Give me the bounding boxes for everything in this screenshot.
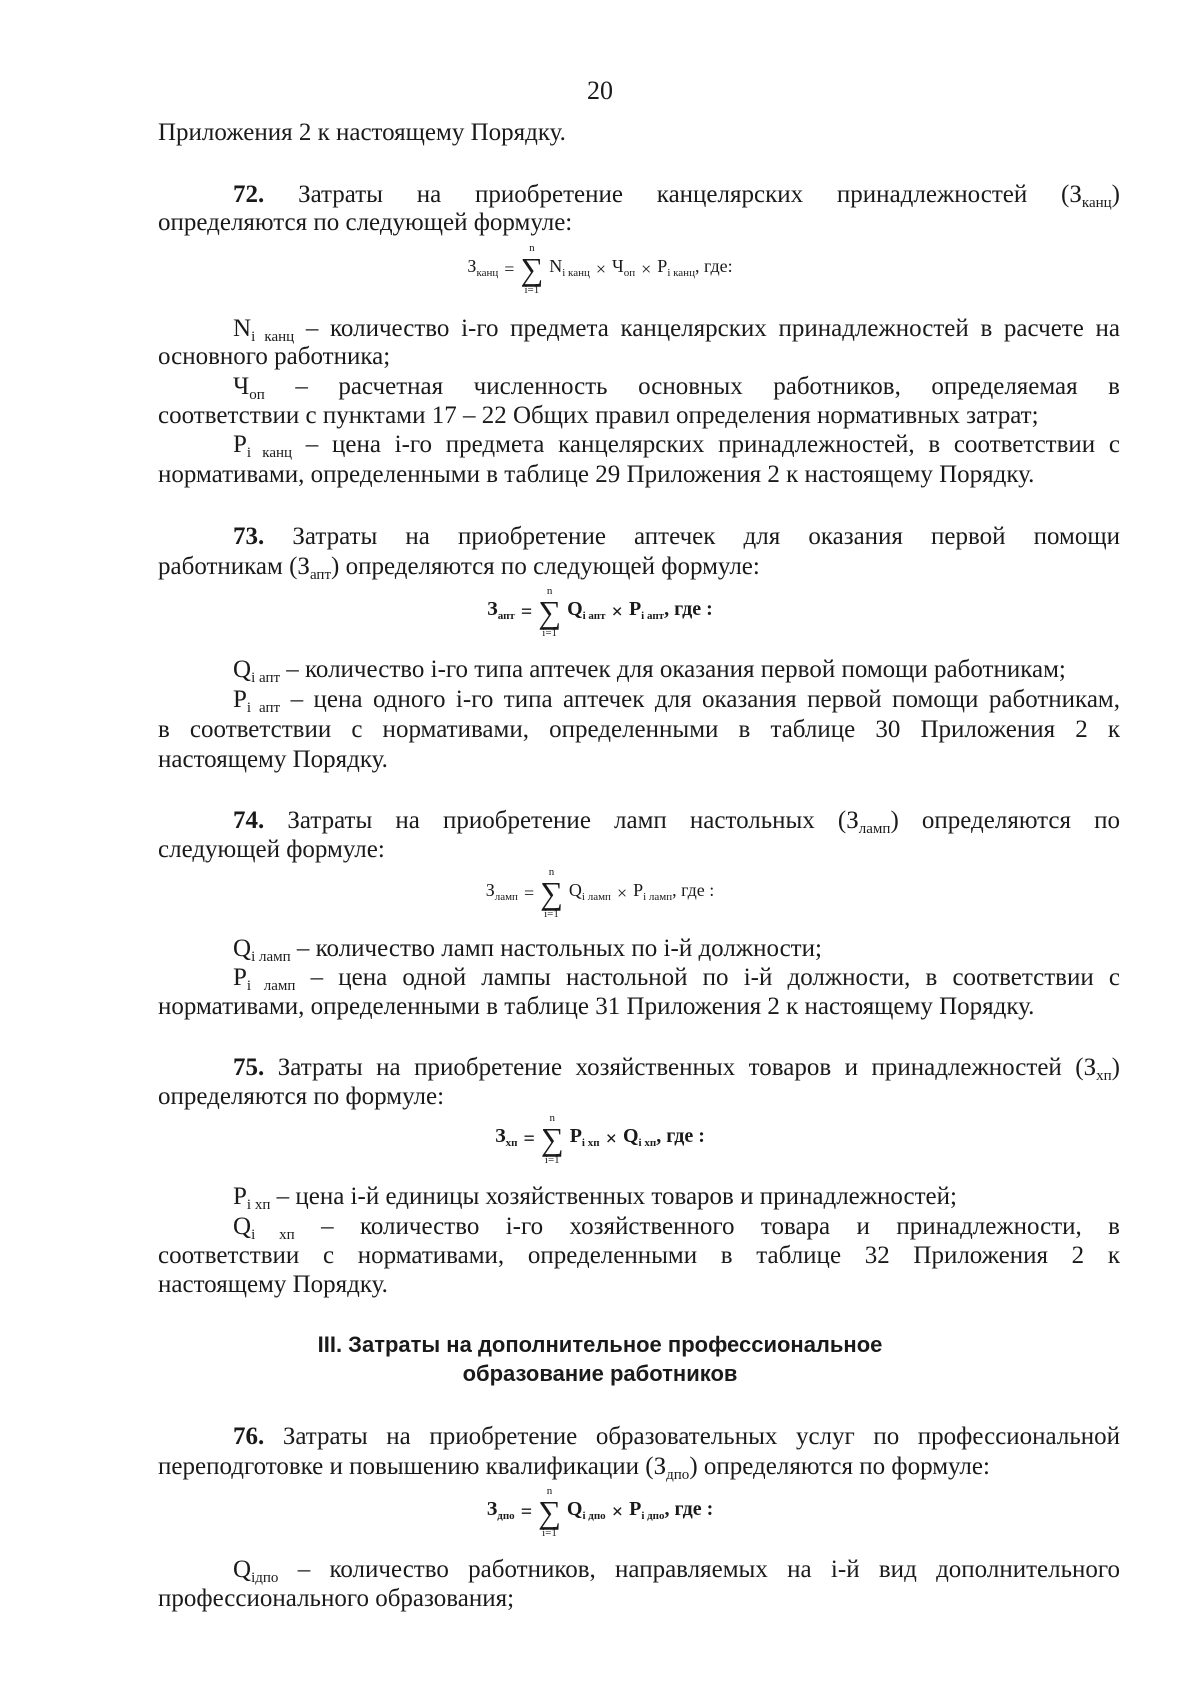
formula-72: $З_{канц}$ = n ∑ i=1 $N_{i канц}$ × $Ч_{оп}$ × $P_{i канц}$, где:: [467, 242, 733, 296]
definition-n-kants-cont: основного работника;: [158, 343, 391, 370]
definition-q-hp: $Q_{i хп}$ – количество i-го хозяйственного товара и принадлежности, в: [233, 1213, 1120, 1243]
definition-p-lamp-cont: нормативами, определенными в таблице 31 Приложения 2 к настоящему Порядку.: [158, 993, 1035, 1020]
definition-p-hp: $P_{i хп}$ – цена i-й единицы хозяйственных товаров и принадлежностей;: [233, 1183, 957, 1213]
definition-n-kants: $N_{i канц}$ – количество i-го предмета канцелярских принадлежностей в расчете на: [233, 315, 1120, 345]
paragraph-76-line1: 76. Затраты на приобретение образовательных услуг по профессиональной: [233, 1423, 1121, 1450]
definition-p-apt-cont: в соответствии с нормативами, определенными в таблице 30 Приложения 2 к: [158, 716, 1120, 743]
definition-ch-op: $Ч_{оп}$ – расчетная численность основных работников, определяемая в: [233, 373, 1120, 403]
definition-q-dpo: $Q_{iдпо}$ – количество работников, направляемых на i-й вид дополнительного: [233, 1556, 1120, 1586]
paragraph-74-line2: следующей формуле:: [158, 836, 385, 863]
paragraph-76-line2: переподготовке и повышению квалификации $(З_{дпо})$ определяются по формуле:: [158, 1453, 990, 1483]
sum-icon: n ∑ i=1: [538, 585, 562, 639]
paragraph-73-line1: 73. Затраты на приобретение аптечек для оказания первой помощи: [233, 523, 1120, 550]
definition-q-lamp: $Q_{i ламп}$ – количество ламп настольных по i-й должности;: [233, 935, 822, 965]
definition-p-lamp: $P_{i ламп}$ – цена одной лампы настольной по i-й должности, в соответствии с: [233, 964, 1120, 994]
definition-q-dpo-cont: профессионального образования;: [158, 1585, 515, 1612]
paragraph-73-line2: работникам $(З_{апт})$ определяются по следующей формуле:: [158, 553, 760, 583]
section-heading-line1: III. Затраты на дополнительное профессиональное: [317, 1332, 883, 1357]
sum-icon: n ∑ i=1: [540, 1112, 564, 1166]
intro-line: Приложения 2 к настоящему Порядку.: [158, 119, 566, 146]
formula-74: $З_{ламп}$ = n ∑ i=1 $Q_{i ламп}$ × $P_{i ламп}$, где :: [485, 866, 715, 920]
formula-76: $З_{дпо}$ = n ∑ i=1 $Q_{i дпо}$ × $P_{i дпо}$, где :: [486, 1485, 714, 1539]
paragraph-72-line1: 72. Затраты на приобретение канцелярских принадлежностей $(З_{канц})$: [233, 181, 1120, 211]
definition-p-apt-cont2: настоящему Порядку.: [158, 746, 388, 773]
definition-ch-op-cont: соответствии с пунктами 17 – 22 Общих правил определения нормативных затрат;: [158, 402, 1039, 429]
sum-icon: n ∑ i=1: [520, 242, 544, 296]
definition-p-kants: $P_{i канц}$ – цена i-го предмета канцелярских принадлежностей, в соответствии с: [233, 431, 1120, 461]
section-heading-line2: образование работников: [462, 1361, 738, 1386]
definition-p-apt: $P_{i апт}$ – цена одного i-го типа аптечек для оказания первой помощи работникам,: [233, 686, 1120, 716]
definition-p-kants-cont: нормативами, определенными в таблице 29 Приложения 2 к настоящему Порядку.: [158, 461, 1035, 488]
formula-75: $З_{хп}$ = n ∑ i=1 $P_{i хп}$ × $Q_{i хп}$, где :: [495, 1112, 705, 1166]
paragraph-74-line1: 74. Затраты на приобретение ламп настольных $(З_{ламп})$ определяются по: [233, 807, 1121, 837]
definition-q-hp-cont2: настоящему Порядку.: [158, 1271, 388, 1298]
paragraph-72-line2: определяются по следующей формуле:: [158, 209, 573, 236]
definition-q-apt: $Q_{i апт}$ – количество i-го типа аптечек для оказания первой помощи работникам;: [233, 656, 1066, 686]
sum-icon: n ∑ i=1: [540, 866, 563, 920]
definition-q-hp-cont: соответствии с нормативами, определенными в таблице 32 Приложения 2 к: [158, 1242, 1120, 1269]
page-number: 20: [587, 76, 613, 105]
paragraph-75-line1: 75. Затраты на приобретение хозяйственных товаров и принадлежностей $(З_{хп})$: [233, 1054, 1120, 1084]
paragraph-75-line2: определяются по формуле:: [158, 1083, 445, 1110]
sum-icon: n ∑ i=1: [538, 1485, 561, 1539]
formula-73: $З_{апт}$ = n ∑ i=1 $Q_{i апт}$ × $P_{i апт}$, где :: [487, 585, 713, 639]
